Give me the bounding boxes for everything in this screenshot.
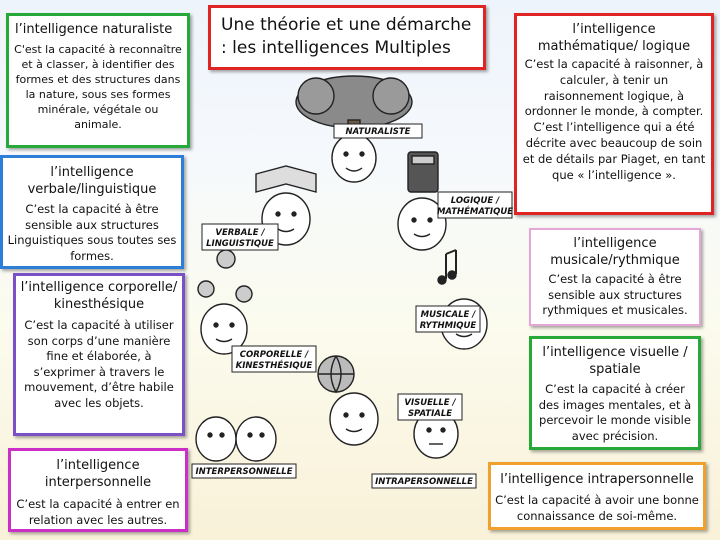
label-visuelle-2: SPATIALE (407, 409, 453, 419)
label-musicale (416, 306, 480, 332)
juggler-icon (198, 250, 252, 354)
label-musicale-1: MUSICALE / (420, 310, 476, 320)
label-visuelle (398, 394, 462, 420)
label-corporelle-1: CORPORELLE / (239, 350, 309, 360)
label-verbale-1: VERBALE / (215, 228, 265, 238)
title-box (208, 5, 486, 70)
box-mathematique (514, 13, 714, 215)
interpersonnelle-desc: C’est la capacité à entrer en relation avec les autres. (16, 497, 180, 527)
label-interpersonnelle-text: INTERPERSONNELLE (195, 467, 293, 477)
page-title: Une théorie et une démarche : les intelligences Multiples (221, 15, 472, 58)
visuelle-title: l’intelligence visuelle / spatiale (542, 345, 688, 377)
box-naturaliste (6, 13, 190, 148)
label-corporelle (232, 346, 316, 372)
visuelle-desc: C’est la capacité à créer des images mentales, et à percevoir le monde visible avec précision. (538, 382, 692, 443)
verbale-desc: C’est la capacité à être sensible aux structures Linguistiques sous toutes ses formes. (7, 202, 177, 263)
box-interpersonnelle (8, 448, 188, 532)
label-logique (437, 192, 513, 218)
label-verbale (202, 224, 278, 250)
musicale-desc: C’est la capacité à être sensible aux structures rythmiques et musicales. (542, 272, 688, 317)
globe-icon (318, 356, 378, 445)
verbale-title: l’intelligence verbale/linguistique (27, 165, 157, 197)
label-musicale-2: RYTHMIQUE (419, 321, 477, 331)
label-intrapersonnelle-text: INTRAPERSONNELLE (375, 477, 473, 487)
mathematique-desc: C’est la capacité à raisonner, à calculer, à tenir un raisonnement logique, à ordonner le monde, à compter. C’est l’intelligence qui a été décrite avec beaucoup de soin et de détails par Piaget, en tant que « l’intelligence ». (522, 57, 706, 182)
interpersonnelle-title: l’intelligence interpersonnelle (44, 458, 152, 490)
naturaliste-title: l’intelligence naturaliste (15, 22, 173, 37)
label-verbale-2: LINGUISTIQUE (206, 239, 274, 249)
label-naturaliste-text: NATURALISTE (345, 127, 411, 137)
label-intrapersonnelle (372, 474, 476, 488)
label-visuelle-1: VISUELLE / (404, 398, 456, 408)
mathematique-title: l’intelligence mathématique/ logique (537, 22, 691, 54)
musicale-title: l’intelligence musicale/rythmique (550, 236, 680, 268)
label-logique-1: LOGIQUE / (450, 196, 500, 206)
corporelle-desc: C’est la capacité à utiliser son corps d’une manière fine et élaborée, à s’exprimer à travers le mouvement, d’être habile avec les objets. (24, 318, 174, 410)
label-naturaliste (334, 124, 422, 138)
music-notes-icon (438, 250, 487, 349)
people-icon (196, 417, 276, 461)
box-verbale (0, 155, 184, 269)
box-visuelle (529, 336, 701, 450)
label-interpersonnelle (192, 464, 296, 478)
box-corporelle (13, 273, 185, 436)
naturaliste-desc: C'est la capacité à reconnaître et à classer, à identifier des formes et des structures dans la nature, sous ses formes minérale, végétale ou animale. (14, 43, 182, 131)
box-musicale (529, 228, 701, 326)
intrapersonnelle-title: l’intelligence intrapersonnelle (500, 472, 694, 487)
label-logique-2: MATHÉMATIQUE (436, 207, 514, 217)
intrapersonnelle-desc: C’est la capacité à avoir une bonne connaissance de soi-même. (495, 493, 699, 523)
corporelle-title: l’intelligence corporelle/ kinesthésique (20, 280, 178, 312)
intelligences-illustration (186, 74, 526, 514)
label-corporelle-2: KINESTHÉSIQUE (235, 361, 313, 371)
